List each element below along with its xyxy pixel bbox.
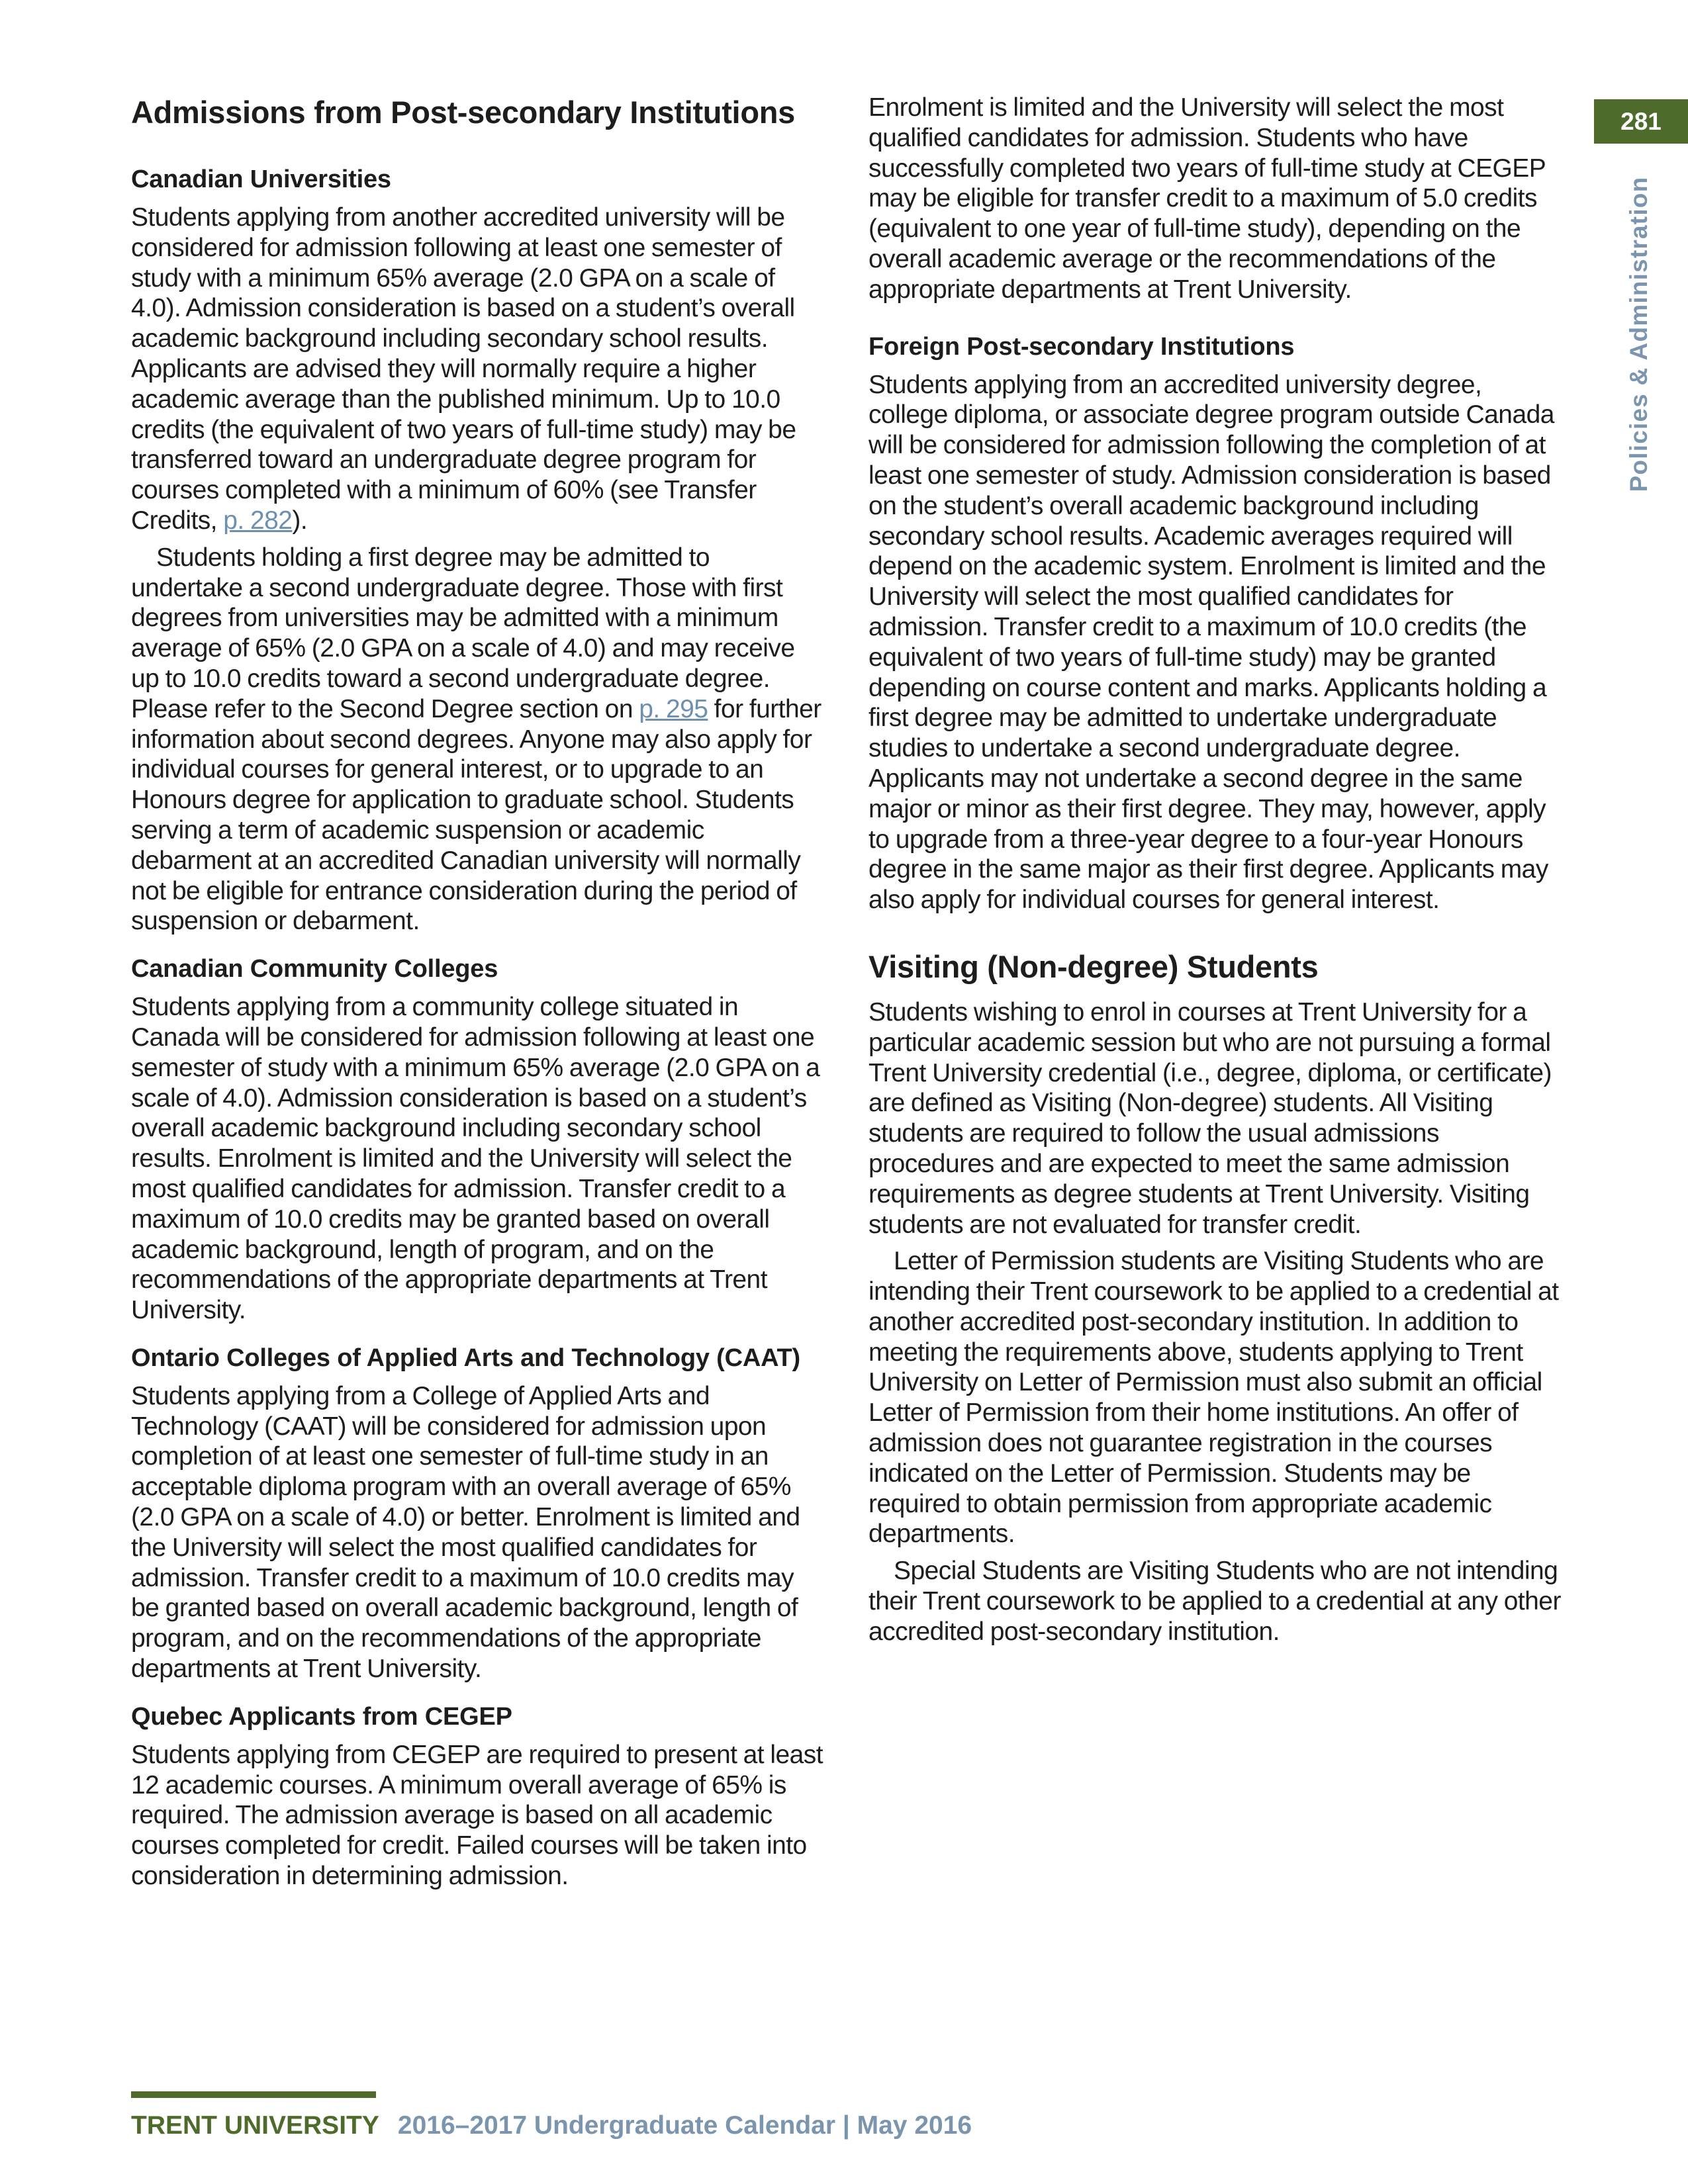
paragraph-community-colleges: Students applying from a community college situated in Canada will be considered for admission following at least one semester of study with a minimum 65% average (2.0 GPA on a scale of 4.0). Admission consideration is based on a student’s overall academic background including secondary school results. Enrolment is limited and the University will select the most qualified candidates for admission. Transfer credit to a maximum of 10.0 credits may be granted based on overall academic background, length of program, and on the recommendations of the appropriate departments at Trent University. [131, 993, 820, 1325]
link-page-295[interactable]: p. 295 [639, 694, 708, 723]
section-side-label: Policies & Administration [1625, 176, 1652, 492]
paragraph-cegep: Students applying from CEGEP are required to present at least 12 academic courses. A minimum overall average of 65% is required. The admission average is based on all academic courses completed for credit. Failed courses will be taken into consideration in determining admission. [131, 1740, 823, 1891]
paragraph-visiting-1: Students wishing to enrol in courses at Trent University for a particular academic session but who are not pursuing a formal Trent University credential (i.e., degree, diploma, or certificate) are defined as Visiting (Non-degree) students. All Visiting students are required to follow the usual admissions procedures and are expected to meet the same admission requirements as degree students at Trent University. Visiting students are not evaluated for transfer credit. [868, 997, 1552, 1239]
page-number-badge: 281 [1594, 99, 1688, 144]
paragraph-visiting-2: Letter of Permission students are Visiting Students who are intending their Trent coursework to be applied to a credential at another accredited post-secondary institution. In addition to meeting the requirements above, students applying to Trent University on Letter of Permission must also submit an official Letter of Permission from their home institutions. An offer of admission does not guarantee registration in the courses indicated on the Letter of Permission. Students may be required to obtain permission from appropriate academic departments. [868, 1247, 1559, 1549]
footer [131, 2111, 972, 2140]
heading-foreign-institutions: Foreign Post-secondary Institutions [868, 332, 1295, 361]
right-column [868, 93, 1564, 1647]
paragraph-visiting-3: Special Students are Visiting Students who are not intending their Trent coursework to be applied to a credential at any other accredited post-secondary institution. [868, 1557, 1561, 1646]
footer-brand: TRENT UNIVERSITY [131, 2111, 379, 2140]
footer-rule [131, 2091, 376, 2098]
text-segment: Students holding a first degree may be admitted to undertake a second undergraduate degree. Those with first degrees from universities may be admitted with a minimum average of 65% (2.0 GPA on a scale of 4.0) and may receive up to 10.0 credits toward a second undergraduate degree. Please refer to the Second Degree section on [131, 543, 795, 723]
left-column [131, 93, 826, 1891]
text-segment: for further information about second degrees. Anyone may also apply for individual courses for general interest, or to upgrade to an Honours degree for application to graduate school. Students serving a term of academic suspension or academic debarment at an accredited Canadian university will normally not be eligible for entrance consideration during the period of suspension or debarment. [131, 694, 821, 936]
link-page-282[interactable]: p. 282 [223, 506, 293, 535]
paragraph-canadian-universities-1 [131, 203, 826, 536]
paragraph-foreign-institutions: Students applying from an accredited university degree, college diploma, or associate degree program outside Canada will be considered for admission following the completion of at least one semester of study. Admission consideration is based on the student’s overall academic background including secondary school results. Academic averages required will depend on the academic system. Enrolment is limited and the University will select the most qualified candidates for admission. Transfer credit to a maximum of 10.0 credits (the equivalent of two years of full-time study) may be granted depending on course content and marks. Applicants holding a first degree may be admitted to undertake undergraduate studies to undertake a second undergraduate degree. Applicants may not undertake a second degree in the same major or minor as their first degree. They may, however, apply to upgrade from a three-year degree to a four-year Honours degree in the same major as their first degree. Applicants may also apply for individual courses for general interest. [868, 370, 1554, 915]
footer-calendar-title: 2016–2017 Undergraduate Calendar | May 2016 [397, 2111, 972, 2140]
heading-cegep: Quebec Applicants from CEGEP [131, 1702, 512, 1731]
heading-caat: Ontario Colleges of Applied Arts and Technology (CAAT) [131, 1343, 800, 1372]
paragraph-caat: Students applying from a College of Applied Arts and Technology (CAAT) will be considered for admission upon completion of at least one semester of full-time study in an acceptable diploma program with an overall average of 65% (2.0 GPA on a scale of 4.0) or better. Enrolment is limited and the University will select the most qualified candidates for admission. Transfer credit to a maximum of 10.0 credits may be granted based on overall academic background, length of program, and on the recommendations of the appropriate departments at Trent University. [131, 1381, 800, 1684]
paragraph-cegep-continued: Enrolment is limited and the University will select the most qualified candidates for admission. Students who have successfully completed two years of full-time study at CEGEP may be eligible for transfer credit to a maximum of 5.0 credits (equivalent to one year of full-time study), depending on the overall academic average or the recommendations of the appropriate departments at Trent University. [868, 93, 1546, 304]
section-title-visiting-students: Visiting (Non-degree) Students [868, 948, 1319, 984]
heading-community-colleges: Canadian Community Colleges [131, 955, 498, 983]
text-segment: Students applying from another accredited university will be considered for admission following at least one semester of study with a minimum 65% average (2.0 GPA on a scale of 4.0). Admission consideration is based on a student’s overall academic background including secondary school results. Applicants are advised they will normally require a higher academic average than the published minimum. Up to 10.0 credits (the equivalent of two years of full-time study) may be transferred toward an undergraduate degree program for courses completed with a minimum of 60% (see Transfer Credits, [131, 203, 796, 535]
text-segment: ). [292, 506, 308, 535]
paragraph-canadian-universities-2 [131, 543, 826, 936]
heading-canadian-universities: Canadian Universities [131, 165, 391, 193]
section-title-post-secondary: Admissions from Post-secondary Institutions [131, 95, 795, 130]
